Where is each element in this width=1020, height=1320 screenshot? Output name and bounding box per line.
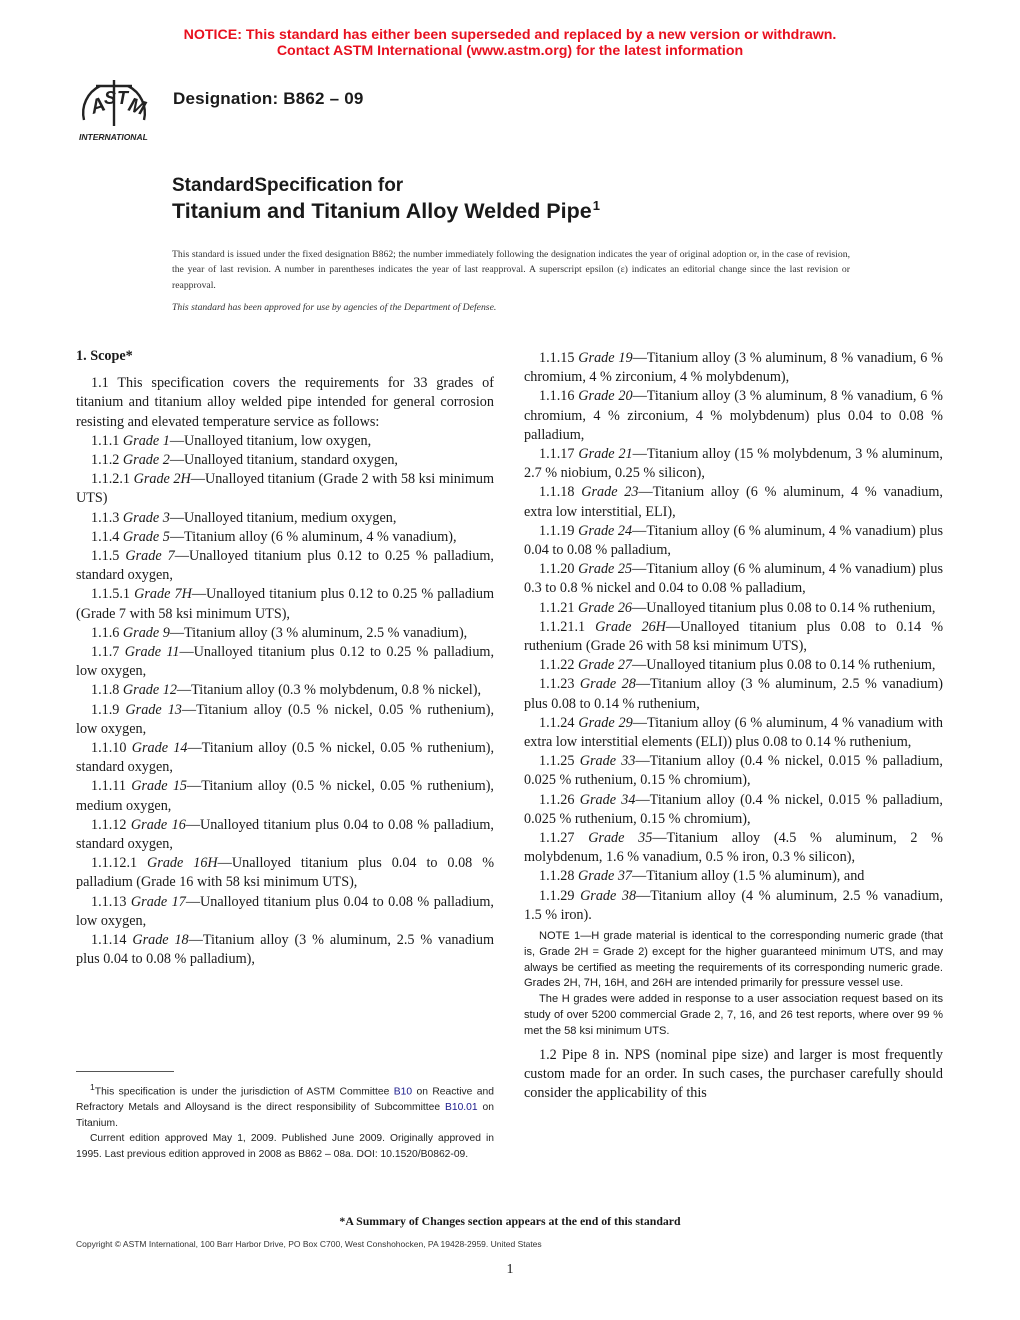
grade-name: Grade 15: [131, 778, 188, 795]
grade-description: —Titanium alloy (0.3 % molybdenum, 0.8 % nickel),: [176, 682, 482, 699]
grade-item: [76, 777, 494, 815]
grade-description: —Titanium alloy (6 % aluminum, 4 % vanadium with extra low interstitial elements (ELI)) plus 0.08 to 0.14 % ruthenium,: [524, 714, 943, 751]
grade-name: Grade 7: [125, 548, 175, 565]
grade-item: [76, 432, 494, 451]
grade-number: 1.1.25: [539, 753, 580, 770]
left-column: [76, 347, 494, 970]
grade-description: —Unalloyed titanium, medium oxygen,: [169, 509, 397, 526]
grade-number: 1.1.17: [539, 446, 579, 463]
grade-description: —Titanium alloy (0.5 % nickel, 0.05 % ruthenium), low oxygen,: [76, 701, 494, 737]
grade-item: [524, 887, 943, 925]
grade-item: [524, 791, 943, 829]
grade-name: Grade 16H: [147, 855, 218, 872]
grade-name: Grade 23: [581, 484, 639, 501]
grade-name: Grade 20: [578, 388, 633, 405]
grade-name: Grade 37: [578, 868, 633, 885]
grade-description: —Titanium alloy (0.4 % nickel, 0.015 % palladium, 0.025 % ruthenium, 0.15 % chromium),: [524, 791, 943, 827]
grade-number: 1.1.6: [91, 624, 123, 641]
grade-item: [524, 387, 943, 445]
grade-item: [524, 599, 943, 618]
grade-number: 1.1.19: [539, 522, 579, 539]
issued-statement: This standard is issued under the fixed designation B862; the number immediately following the designation indicates the year of original adoption or, in the case of revision, the year of last revision. A number in parentheses indicates the year of last reapproval. A superscript epsilon (ε) indicates an editorial change since the last revision or reapproval.: [172, 249, 850, 291]
grade-description: —Titanium alloy (3 % aluminum, 8 % vanadium, 6 % chromium, 4 % zirconium, 4 % molybdenum) plus 0.04 to 0.08 % palladium,: [524, 388, 944, 443]
grade-description: —Unalloyed titanium plus 0.04 to 0.08 % palladium (Grade 16 with 58 ksi minimum UTS),: [76, 855, 495, 891]
grade-number: 1.1.12: [91, 816, 131, 833]
grade-name: Grade 21: [578, 446, 633, 463]
footnote-edition: Current edition approved May 1, 2009. Published June 2009. Originally approved in 1995. Last previous edition approved in 2008 as B862 – 08a. DOI: 10.1520/B0862-09.: [76, 1133, 494, 1160]
grade-number: 1.1.21: [539, 599, 579, 616]
paragraph-1-2: 1.2 Pipe 8 in. NPS (nominal pipe size) and larger is most frequently custom made for an order. In such cases, the purchaser carefully should consider the applicability of this: [524, 1046, 943, 1102]
grade-number: 1.1.20: [539, 561, 579, 578]
grade-name: Grade 33: [579, 753, 636, 770]
title-footnote-mark: 1: [592, 198, 600, 213]
dod-approval: This standard has been approved for use by agencies of the Department of Defense.: [172, 302, 497, 313]
grade-item: [524, 752, 943, 790]
grade-number: 1.1.3: [91, 509, 123, 526]
grade-number: 1.1.14: [91, 932, 133, 949]
grade-description: —Unalloyed titanium, low oxygen,: [169, 432, 372, 449]
grade-description: —Titanium alloy (3 % aluminum, 8 % vanadium, 6 % chromium, 4 % zirconium, 4 % molybdenum),: [524, 350, 944, 386]
grade-item: [524, 867, 943, 886]
grade-description: —Unalloyed titanium plus 0.12 to 0.25 % palladium (Grade 7 with 58 ksi minimum UTS),: [76, 586, 495, 622]
grade-description: —Unalloyed titanium plus 0.08 to 0.14 % ruthenium (Grade 26 with 58 ksi minimum UTS),: [524, 618, 944, 655]
grade-description: —Titanium alloy (0.4 % nickel, 0.015 % palladium, 0.025 % ruthenium, 0.15 % chromium),: [524, 753, 943, 789]
grade-description: —Unalloyed titanium plus 0.04 to 0.08 % palladium, standard oxygen,: [76, 816, 494, 853]
grade-item: [76, 451, 494, 470]
grade-name: Grade 2H: [133, 471, 191, 488]
grade-description: —Titanium alloy (1.5 % aluminum), and: [632, 868, 865, 885]
grade-name: Grade 19: [578, 350, 633, 366]
notice-line-2: Contact ASTM International (www.astm.org) for the latest information: [276, 43, 744, 59]
right-column: [524, 349, 943, 1103]
grade-name: Grade 34: [579, 791, 636, 808]
svg-text:A: A: [87, 93, 109, 119]
grade-number: 1.1.15: [539, 350, 579, 366]
grade-description: —Unalloyed titanium (Grade 2 with 58 ksi minimum UTS): [76, 471, 494, 507]
astm-logo: [74, 74, 164, 144]
grade-name: Grade 27: [578, 657, 633, 674]
grade-list-left: [76, 432, 494, 970]
copyright: Copyright © ASTM International, 100 Barr Harbor Drive, PO Box C700, West Conshohocken, PA 19428-2959. United States: [76, 1239, 542, 1249]
subcommittee-link[interactable]: B10.01: [444, 1102, 478, 1114]
grade-number: 1.1.24: [539, 714, 579, 731]
grade-description: —Titanium alloy (0.5 % nickel, 0.05 % ruthenium), standard oxygen,: [76, 740, 495, 776]
grade-number: 1.1.7: [91, 644, 125, 661]
grade-name: Grade 13: [125, 701, 182, 718]
note-2: The H grades were added in response to a user association request based on its study of over 5200 commercial Grade 2, 7, 16, and 26 test reports, where over 99 % met the 58 ksi minimum UTS.: [524, 993, 943, 1037]
grade-name: Grade 24: [578, 522, 633, 539]
grade-name: Grade 16: [130, 816, 186, 833]
grade-item: [524, 560, 943, 598]
grade-item: [76, 931, 494, 969]
grade-name: Grade 25: [578, 561, 633, 578]
grade-number: 1.1.16: [539, 388, 579, 405]
summary-notice: *A Summary of Changes section appears at the end of this standard: [339, 1214, 681, 1228]
grade-description: —Titanium alloy (4 % aluminum, 2.5 % vanadium, 1.5 % iron).: [524, 887, 943, 923]
grade-name: Grade 26H: [595, 618, 666, 635]
grade-number: 1.1.23: [539, 676, 580, 693]
svg-text:S: S: [104, 88, 117, 108]
title-main: Titanium and Titanium Alloy Welded Pipe: [172, 199, 592, 223]
grade-number: 1.1.5.1: [91, 586, 135, 603]
designation: Designation: B862 – 09: [173, 89, 364, 108]
grade-number: 1.1.2.1: [91, 471, 134, 488]
grade-description: —Titanium alloy (15 % molybdenum, 3 % aluminum, 2.7 % niobium, 0.25 % silicon),: [524, 446, 943, 482]
grade-item: [76, 854, 494, 892]
footnote-1-mark: 1: [90, 1082, 95, 1092]
grade-description: —Unalloyed titanium plus 0.08 to 0.14 % ruthenium,: [632, 599, 936, 616]
title-line-2: [172, 198, 600, 224]
grade-item: [76, 643, 494, 681]
grade-description: —Titanium alloy (6 % aluminum, 4 % vanadium),: [169, 528, 457, 545]
grade-name: Grade 28: [579, 676, 636, 693]
grade-number: 1.1.29: [539, 887, 581, 904]
grade-name: Grade 2: [122, 452, 170, 469]
grade-item: [524, 829, 943, 867]
notice-banner: [0, 27, 1020, 59]
grade-item: [76, 681, 494, 700]
grade-item: [524, 445, 943, 483]
footnotes: [76, 1080, 494, 1162]
grade-item: [76, 509, 494, 528]
grade-number: 1.1.21.1: [539, 618, 596, 635]
grade-number: 1.1.18: [539, 484, 582, 501]
grade-number: 1.1.27: [539, 830, 589, 847]
grade-item: [524, 483, 943, 521]
grade-name: Grade 38: [580, 887, 637, 904]
footnote-rule: [76, 1071, 174, 1072]
grade-number: 1.1.8: [91, 682, 123, 699]
grade-description: —Titanium alloy (3 % aluminum, 2.5 % vanadium) plus 0.08 to 0.14 % ruthenium,: [524, 676, 943, 712]
grade-number: 1.1.4: [91, 528, 123, 545]
grade-number: 1.1.5: [91, 548, 126, 565]
grade-item: [524, 349, 943, 387]
grade-number: 1.1.9: [91, 701, 126, 718]
grade-item: [524, 675, 943, 713]
grade-name: Grade 14: [131, 740, 188, 757]
grade-name: Grade 11: [124, 644, 180, 661]
grade-number: 1.1.28: [539, 868, 579, 885]
grade-number: 1.1.12.1: [91, 855, 148, 872]
grade-name: Grade 7H: [134, 586, 192, 603]
grade-description: —Unalloyed titanium plus 0.12 to 0.25 % palladium, low oxygen,: [76, 644, 494, 680]
footnote-1: $^1$This specification is under the jurisdiction of ASTM Committee B10 on Reactive and Refractory Metals and Alloysand is the direct responsibility of Subcommittee B10.01 on Titanium.: [76, 1082, 494, 1129]
grade-number: 1.1.13: [91, 893, 131, 910]
grade-number: 1.1.1: [91, 432, 123, 449]
grade-name: Grade 1: [122, 432, 170, 449]
logo-subtitle: INTERNATIONAL: [79, 132, 148, 142]
grade-name: Grade 18: [132, 932, 189, 949]
grade-description: —Titanium alloy (3 % aluminum, 2.5 % vanadium plus 0.04 to 0.08 % palladium),: [76, 932, 494, 968]
grade-item: [76, 624, 494, 643]
grade-item: [524, 618, 943, 656]
grade-description: —Unalloyed titanium, standard oxygen,: [169, 452, 398, 469]
grade-number: 1.1.26: [539, 791, 580, 808]
grade-item: [76, 585, 494, 623]
grade-name: Grade 9: [122, 624, 170, 641]
grade-name: Grade 26: [578, 599, 633, 616]
grade-description: —Titanium alloy (6 % aluminum, 4 % vanadium) plus 0.3 to 0.8 % nickel and 0.04 to 0.08 % palladium,: [524, 561, 943, 597]
grade-description: —Unalloyed titanium plus 0.04 to 0.08 % palladium, low oxygen,: [76, 893, 494, 929]
grade-name: Grade 29: [578, 714, 633, 731]
grade-name: Grade 17: [130, 893, 186, 910]
grade-number: 1.1.10: [91, 740, 132, 757]
grade-name: Grade 3: [122, 509, 170, 526]
title-line-1: StandardSpecification for: [172, 175, 404, 196]
grade-item: [76, 528, 494, 547]
page-number: 1: [506, 1262, 514, 1277]
grade-number: 1.1.22: [539, 657, 579, 674]
grade-description: —Unalloyed titanium plus 0.12 to 0.25 % palladium, standard oxygen,: [76, 548, 494, 584]
grade-item: [76, 470, 494, 508]
committee-link[interactable]: B10: [393, 1086, 413, 1098]
section-heading: 1. Scope*: [76, 348, 133, 364]
grade-item: [524, 522, 943, 560]
grade-number: 1.1.2: [91, 452, 123, 469]
grade-item: [524, 714, 943, 752]
notice-line-1: NOTICE: This standard has either been superseded and replaced by a new version or withdrawn.: [183, 27, 837, 43]
paragraph-1-1: 1.1 This specification covers the requirements for 33 grades of titanium and titanium alloy welded pipe intended for general corrosion resisting and elevated temperature service as follows:: [76, 375, 494, 430]
grade-description: —Titanium alloy (6 % aluminum, 4 % vanadium) plus 0.04 to 0.08 % palladium,: [524, 522, 943, 559]
grade-description: —Titanium alloy (6 % aluminum, 4 % vanadium, extra low interstitial, ELI),: [524, 484, 943, 520]
grade-number: 1.1.11: [91, 778, 132, 795]
grade-description: —Titanium alloy (3 % aluminum, 2.5 % vanadium),: [169, 624, 468, 641]
grade-description: —Titanium alloy (4.5 % aluminum, 2 % molybdenum, 1.6 % vanadium, 0.5 % iron, 0.3 % silicon),: [524, 830, 943, 866]
grade-item: [76, 701, 494, 739]
grade-name: Grade 5: [122, 528, 170, 545]
grade-list-right: [524, 349, 943, 925]
grade-name: Grade 12: [122, 682, 177, 699]
note-1: NOTE 1—H grade material is identical to the corresponding numeric grade (that is, Grade 2H = Grade 2) except for the higher guaranteed minimum UTS, and may always be certified as meeting the requirements of its corresponding numeric grade. Grades 2H, 7H, 16H, and 26H are intended primarily for pressure vessel use.: [524, 930, 943, 990]
grade-description: —Titanium alloy (0.5 % nickel, 0.05 % ruthenium), medium oxygen,: [76, 778, 494, 814]
grade-item: [76, 547, 494, 585]
grade-description: —Unalloyed titanium plus 0.08 to 0.14 % ruthenium,: [632, 657, 936, 674]
grade-name: Grade 35: [588, 830, 653, 847]
svg-text:M: M: [125, 93, 149, 120]
svg-text:T: T: [117, 88, 128, 108]
grade-item: [76, 893, 494, 931]
grade-item: [76, 739, 494, 777]
grade-item: [76, 816, 494, 854]
grade-item: [524, 656, 943, 675]
